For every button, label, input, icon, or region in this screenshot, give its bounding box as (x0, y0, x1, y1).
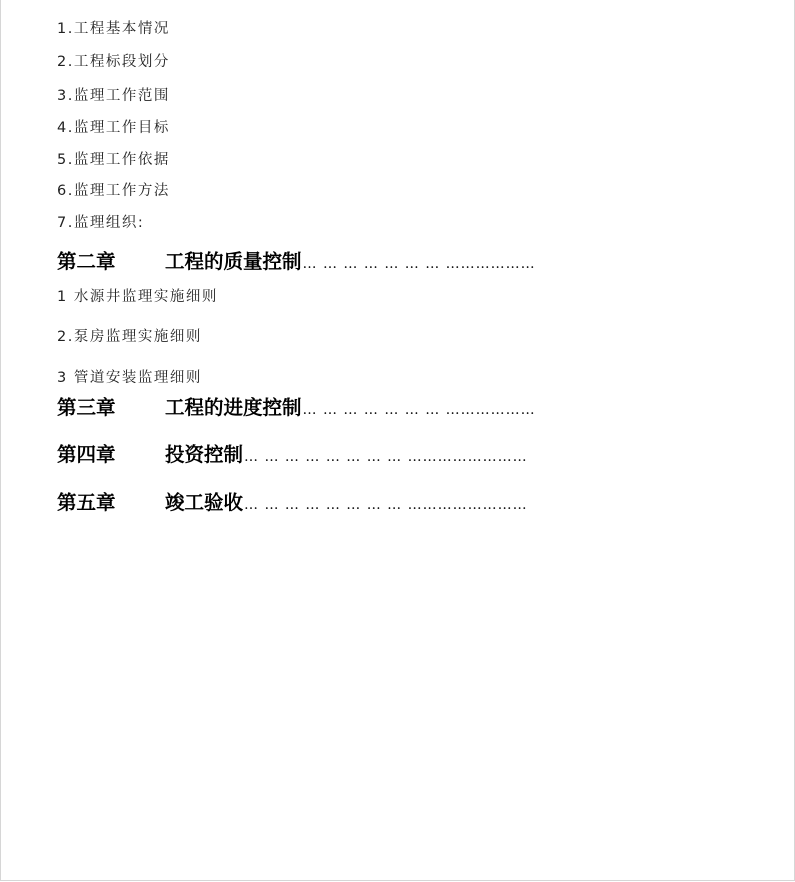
toc-chapter-3 (57, 392, 536, 420)
toc-section-7: 7.监理组织: (57, 215, 145, 231)
chapter-title: 工程的进度控制 (165, 396, 302, 419)
toc-subitem-1: 1 水源井监理实施细则 (57, 289, 218, 305)
toc-chapter-5 (57, 487, 528, 515)
chapter-title: 投资控制 (165, 443, 244, 466)
toc-section-3: 3.监理工作范围 (57, 88, 170, 104)
dot-leader: … … … … … … … … …………………… (244, 449, 528, 465)
dot-leader: … … … … … … … ……………… (302, 256, 536, 272)
chapter-number: 第二章 (57, 250, 116, 273)
toc-section-2: 2.工程标段划分 (57, 54, 170, 70)
toc-subitem-2: 2.泵房监理实施细则 (57, 329, 202, 345)
dot-leader: … … … … … … … ……………… (302, 402, 536, 418)
chapter-title: 竣工验收 (165, 491, 244, 514)
toc-section-1: 1.工程基本情况 (57, 21, 170, 37)
chapter-title: 工程的质量控制 (165, 250, 302, 273)
toc-section-6: 6.监理工作方法 (57, 183, 170, 199)
chapter-number: 第四章 (57, 443, 116, 466)
toc-subitem-3: 3 管道安装监理细则 (57, 370, 202, 386)
toc-section-4: 4.监理工作目标 (57, 120, 170, 136)
chapter-number: 第五章 (57, 491, 116, 514)
dot-leader: … … … … … … … … …………………… (244, 497, 528, 513)
chapter-number: 第三章 (57, 396, 116, 419)
toc-chapter-4 (57, 439, 528, 467)
toc-chapter-2 (57, 246, 536, 274)
toc-section-5: 5.监理工作依据 (57, 152, 170, 168)
